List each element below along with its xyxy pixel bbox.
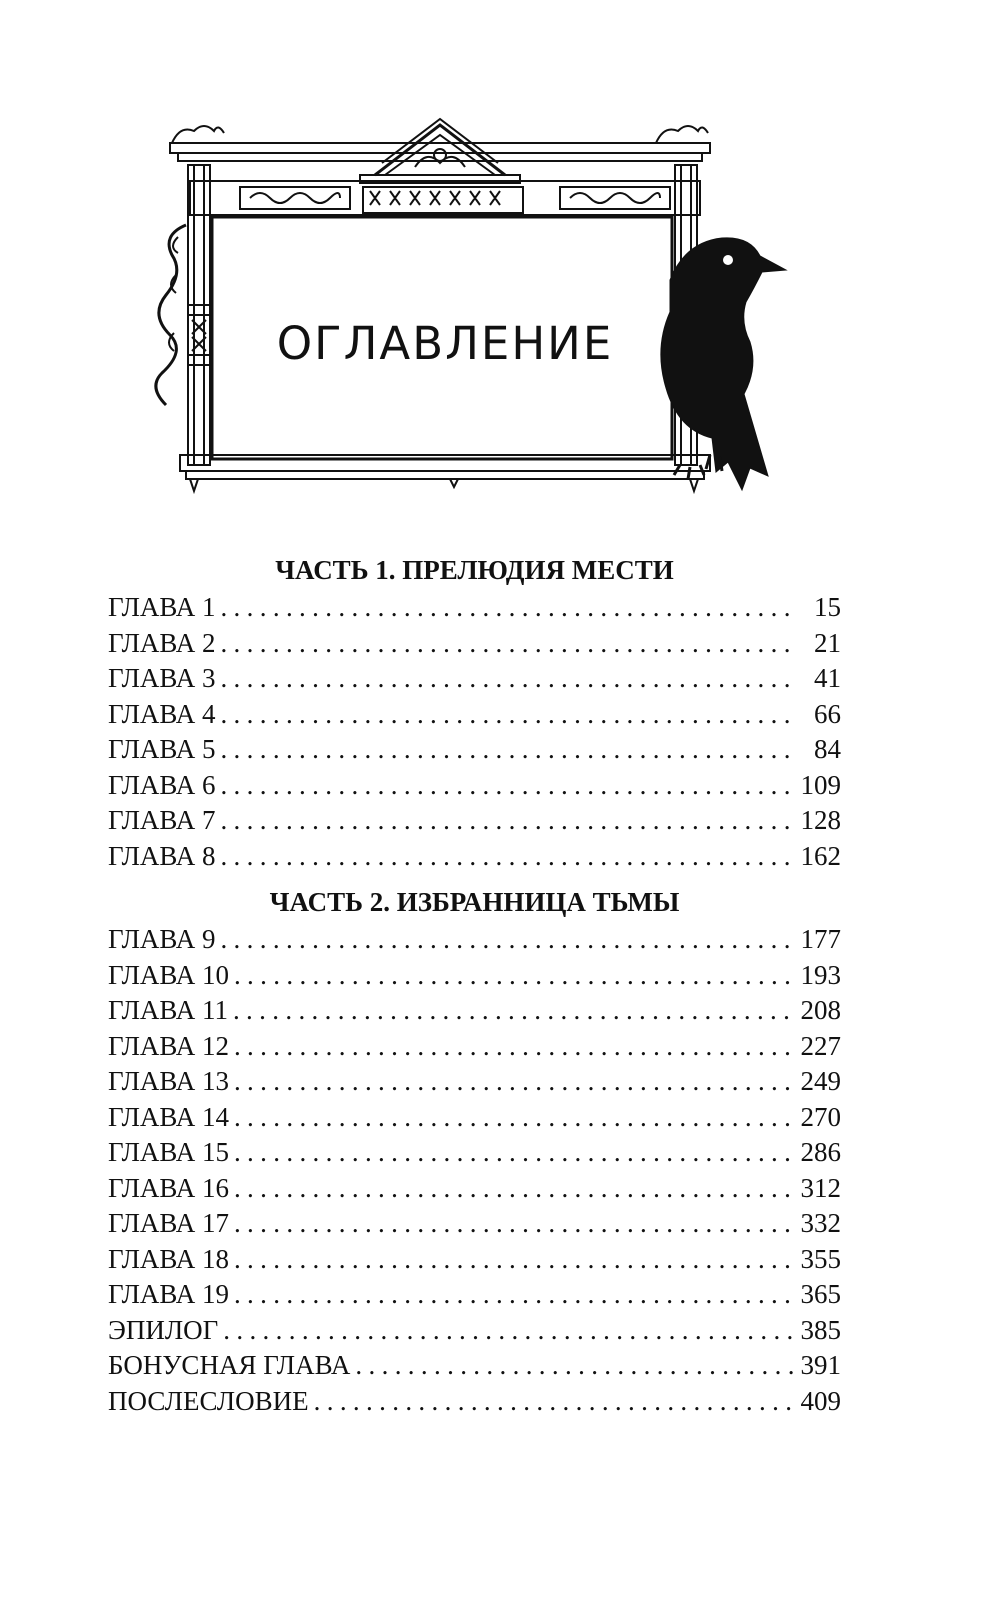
entry-label: ГЛАВА 14: [108, 1101, 229, 1132]
entry-label: ГЛАВА 7: [108, 805, 216, 835]
dot-leader: [234, 958, 793, 994]
toc-entry: [108, 1135, 841, 1171]
dot-leader: [220, 922, 792, 958]
page-number: 41: [814, 663, 841, 693]
entry-label: БОНУСНАЯ ГЛАВА: [108, 1350, 351, 1380]
dot-leader: [234, 1064, 793, 1100]
toc-entry: [108, 922, 841, 958]
toc-entry: [108, 958, 841, 994]
entry-label: ГЛАВА 18: [108, 1243, 229, 1274]
page-number: 128: [800, 805, 841, 835]
entry-label: ЭПИЛОГ: [108, 1314, 219, 1345]
page-number: 286: [800, 1137, 841, 1167]
page-number: 109: [800, 769, 841, 800]
page-number: 332: [800, 1208, 841, 1238]
toc-entry: [108, 803, 841, 839]
page-number: 409: [800, 1385, 841, 1416]
table-of-contents: [108, 552, 841, 1419]
entry-label: ГЛАВА 2: [108, 627, 216, 658]
dot-leader: [234, 1242, 793, 1278]
page-number: 391: [800, 1350, 841, 1380]
entry-label: ГЛАВА 16: [108, 1172, 229, 1203]
entry-label: ГЛАВА 15: [108, 1137, 229, 1167]
dot-leader: [233, 993, 793, 1029]
dot-leader: [223, 1313, 792, 1349]
dot-leader: [234, 1135, 793, 1171]
entry-label: ГЛАВА 11: [108, 995, 228, 1025]
dot-leader: [220, 661, 797, 697]
dot-leader: [234, 1100, 793, 1136]
page-number: 84: [814, 734, 841, 764]
entry-label: ГЛАВА 17: [108, 1208, 229, 1238]
entry-label: ГЛАВА 12: [108, 1030, 229, 1061]
dot-leader: [220, 839, 792, 875]
toc-entry: [108, 626, 841, 662]
entry-label: ГЛАВА 10: [108, 959, 229, 990]
dot-leader: [355, 1348, 792, 1384]
dot-leader: [314, 1384, 793, 1420]
entry-label: ГЛАВА 9: [108, 924, 216, 954]
toc-entry: [108, 768, 841, 804]
entry-label: ГЛАВА 8: [108, 840, 216, 871]
entry-label: ГЛАВА 5: [108, 734, 216, 764]
page-number: 385: [800, 1314, 841, 1345]
dot-leader: [220, 803, 792, 839]
toc-entry: [108, 1384, 841, 1420]
toc-entry: [108, 839, 841, 875]
toc-entry: [108, 1064, 841, 1100]
toc-entry: [108, 1100, 841, 1136]
entry-label: ГЛАВА 13: [108, 1066, 229, 1096]
dot-leader: [234, 1206, 793, 1242]
toc-entry: [108, 732, 841, 768]
entry-label: ГЛАВА 3: [108, 663, 216, 693]
page-number: 270: [800, 1101, 841, 1132]
toc-entry: [108, 1029, 841, 1065]
dot-leader: [234, 1171, 793, 1207]
dot-leader: [234, 1029, 793, 1065]
page-number: 365: [800, 1279, 841, 1309]
entry-label: ГЛАВА 6: [108, 769, 216, 800]
page-number: 208: [800, 995, 841, 1025]
dot-leader: [220, 626, 797, 662]
page-number: 162: [800, 840, 841, 871]
page-number: 227: [800, 1030, 841, 1061]
toc-entry: [108, 1242, 841, 1278]
toc-entry: [108, 1277, 841, 1313]
dot-leader: [234, 1277, 793, 1313]
toc-entry: [108, 1206, 841, 1242]
page-number: 177: [800, 924, 841, 954]
dot-leader: [220, 697, 797, 733]
part-title: ЧАСТЬ 2. ИЗБРАННИЦА ТЬМЫ: [269, 887, 680, 917]
dot-leader: [220, 768, 792, 804]
toc-entry: [108, 1171, 841, 1207]
entry-label: ГЛАВА 1: [108, 592, 216, 622]
page-number: 66: [814, 698, 841, 729]
page-number: 249: [800, 1066, 841, 1096]
dot-leader: [220, 732, 797, 768]
toc-entry: [108, 1313, 841, 1349]
dot-leader: [220, 590, 797, 626]
toc-entry: [108, 697, 841, 733]
page-title: ОГЛАВЛЕНИЕ: [276, 316, 614, 370]
page-number: 193: [800, 959, 841, 990]
toc-entry: [108, 661, 841, 697]
toc-entry: [108, 590, 841, 626]
entry-label: ГЛАВА 19: [108, 1279, 229, 1309]
page-number: 355: [800, 1243, 841, 1274]
page-number: 15: [814, 592, 841, 622]
entry-label: ПОСЛЕСЛОВИЕ: [108, 1385, 309, 1416]
entry-label: ГЛАВА 4: [108, 698, 216, 729]
toc-entry: [108, 993, 841, 1029]
toc-entry: [108, 1348, 841, 1384]
part-title: ЧАСТЬ 1. ПРЕЛЮДИЯ МЕСТИ: [275, 555, 674, 585]
page-number: 21: [814, 627, 841, 658]
page-number: 312: [800, 1172, 841, 1203]
